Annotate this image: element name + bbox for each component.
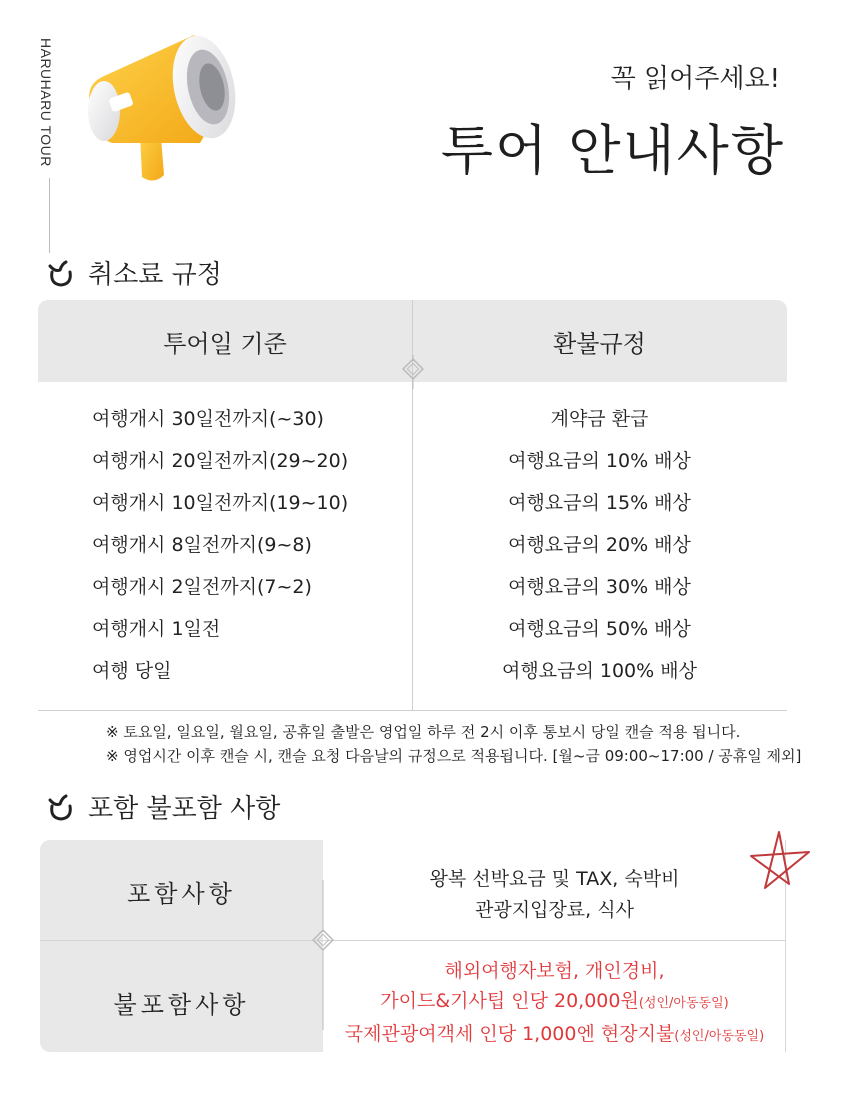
row-refund: 여행요금의 15% 배상 — [508, 492, 691, 514]
included-content — [323, 864, 786, 926]
cancel-heading-text: 취소료 규정 — [88, 260, 222, 290]
row-when: 여행개시 10일전까지(19~10) — [92, 492, 349, 514]
table-row — [38, 438, 787, 480]
brand-vertical — [38, 38, 62, 218]
table-row — [38, 522, 787, 564]
row-when: 여행개시 8일전까지(9~8) — [92, 534, 312, 556]
excluded-content — [323, 956, 786, 1052]
included-label: 포함사항 — [127, 880, 236, 908]
row-refund: 여행요금의 10% 배상 — [508, 450, 691, 472]
table-row — [38, 480, 787, 522]
excluded-line-main: 가이드&기사팁 인당 20,000원 — [380, 990, 639, 1012]
row-refund: 여행요금의 30% 배상 — [508, 576, 691, 598]
table-row — [38, 648, 787, 690]
excluded-line-main: 해외여행자보험, 개인경비, — [444, 960, 665, 982]
brand-vertical-text: HARUHARU TOUR — [38, 38, 54, 167]
col-header-refund-rule: 환불규정 — [553, 329, 646, 358]
included-line: 관광지입장료, 식사 — [475, 899, 634, 921]
excluded-line-note: (성인/아동동일) — [638, 996, 729, 1011]
cancel-notes — [106, 720, 801, 768]
row-when: 여행개시 2일전까지(7~2) — [92, 576, 312, 598]
row-refund: 계약금 환급 — [550, 408, 649, 430]
brand-divider — [49, 178, 50, 253]
excluded-line — [323, 1019, 786, 1052]
include-table — [40, 840, 786, 1052]
excluded-line — [323, 956, 786, 986]
excluded-line-main: 국제관광여객세 인당 1,000엔 현장지불 — [344, 1023, 675, 1045]
row-refund: 여행요금의 20% 배상 — [508, 534, 691, 556]
knot-ornament-icon — [400, 355, 426, 389]
check-icon — [46, 258, 76, 288]
excluded-line-note: (성인/아동동일) — [674, 1029, 765, 1044]
refund-table-body — [38, 396, 787, 690]
table-row — [38, 564, 787, 606]
cancel-section-heading — [46, 254, 222, 291]
row-when: 여행 당일 — [92, 660, 172, 682]
check-icon — [46, 792, 76, 822]
included-line: 왕복 선박요금 및 TAX, 숙박비 — [429, 868, 680, 890]
megaphone-icon — [82, 25, 252, 190]
table-row — [38, 606, 787, 648]
table-bottom-rule — [38, 710, 787, 711]
row-refund: 여행요금의 50% 배상 — [508, 618, 691, 640]
table-row — [38, 396, 787, 438]
include-divider — [40, 940, 786, 941]
page-title: 투어 안내사항 — [440, 119, 785, 182]
excluded-label: 불포함사항 — [113, 991, 250, 1019]
star-doodle-icon — [745, 828, 813, 892]
include-section-heading — [46, 788, 280, 825]
row-when: 여행개시 1일전 — [92, 618, 221, 640]
subtitle: 꼭 읽어주세요! — [610, 64, 780, 94]
include-heading-text: 포함 불포함 사항 — [88, 794, 281, 824]
row-when: 여행개시 30일전까지(~30) — [92, 408, 324, 430]
row-refund: 여행요금의 100% 배상 — [502, 660, 697, 682]
row-when: 여행개시 20일전까지(29~20) — [92, 450, 349, 472]
col-header-tour-date: 투어일 기준 — [163, 329, 287, 358]
excluded-line — [323, 986, 786, 1019]
note-line: ※ 영업시간 이후 캔슬 시, 캔슬 요청 다음날의 규정으로 적용됩니다. [월~금 09:00~17:00 / 공휴일 제외] — [106, 747, 802, 765]
note-line: ※ 토요일, 일요일, 월요일, 공휴일 출발은 영업일 하루 전 2시 이후 통보시 당일 캔슬 적용 됩니다. — [106, 723, 741, 741]
